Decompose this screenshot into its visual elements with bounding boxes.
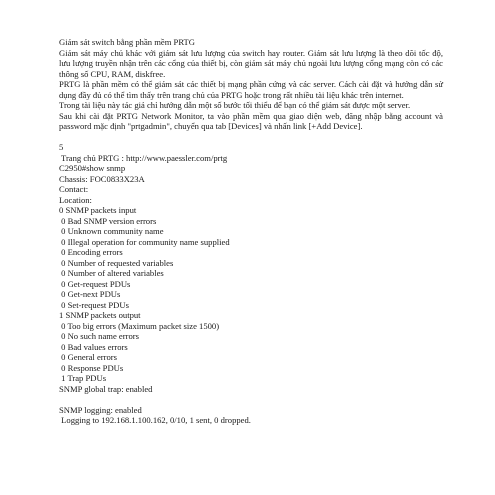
output-line: 0 Encoding errors [59, 247, 123, 257]
output-line: 0 Response PDUs [59, 362, 124, 373]
output-line: C2950#show snmp [59, 163, 126, 173]
document-title: Giám sát switch bằng phần mềm PRTG [59, 37, 196, 47]
output-line: 0 Get-next PDUs [59, 289, 121, 299]
output-line: SNMP global trap: enabled [59, 383, 153, 394]
output-line: Trang chủ PRTG : http://www.paessler.com/prtg [59, 152, 228, 163]
output-line: 0 Number of requested variables [59, 257, 174, 268]
output-line: 0 Bad SNMP version errors [59, 215, 157, 226]
spacer [59, 132, 443, 143]
output-line: 0 Set-request PDUs [59, 299, 129, 310]
page-number: 5 [59, 142, 64, 152]
output-line: 0 Get-request PDUs [59, 278, 131, 289]
output-line: 0 General errors [59, 352, 117, 362]
output-line: 1 SNMP packets output [59, 310, 141, 320]
output-line: Location: [59, 194, 92, 205]
output-line: 0 Too big errors (Maximum packet size 1500) [59, 320, 220, 331]
document-page [59, 37, 443, 426]
snmp-output-block [59, 153, 443, 426]
output-line: 0 Bad values errors [59, 341, 128, 352]
output-line: 0 No such name errors [59, 331, 139, 341]
output-line [59, 394, 443, 405]
output-line: 0 Unknown community name [59, 226, 164, 236]
output-line: 0 Number of altered variables [59, 268, 164, 278]
output-line: Chassis: FOC0833X23A [59, 173, 145, 184]
output-line: Logging to 192.168.1.100.162, 0/10, 1 sent, 0 dropped. [59, 415, 251, 425]
output-line: Contact: [59, 184, 89, 194]
output-line: 0 Illegal operation for community name supplied [59, 236, 230, 247]
intro-paragraph-1: Giám sát máy chủ khác với giám sát lưu lượng của switch hay router. Giám sát lưu lượng là theo dõi tốc độ, lưu lượng truyền nhận trên các cổng của thiết bị, còn giám sát máy chủ ngoài lưu lượng cổng mạng còn có các thông số CPU, RAM, diskfree. [59, 47, 443, 79]
intro-paragraph-4: Sau khi cài đặt PRTG Network Monitor, ta vào phần mềm qua giao diện web, đăng nhập bằng account và password mặc định "prtgadmin", chuyển qua tab [Devices] và nhấn link [+Add Device]. [59, 110, 443, 131]
output-line: 0 SNMP packets input [59, 205, 137, 215]
output-line: SNMP logging: enabled [59, 404, 142, 415]
intro-paragraph-2: PRTG là phần mềm có thể giám sát các thiết bị mạng phần cứng và các server. Cách cài đặt và hướng dẫn sử dụng đầy đủ có thể tìm thấy trên trang chủ của PRTG hoặc trong rất nhiều tài liệu khác trên internet. [59, 79, 443, 100]
output-line: 1 Trap PDUs [59, 373, 107, 383]
intro-paragraph-3: Trong tài liệu này tác giả chỉ hướng dẫn một số bước tối thiểu để bạn có thể giám sát được một server. [59, 100, 411, 110]
